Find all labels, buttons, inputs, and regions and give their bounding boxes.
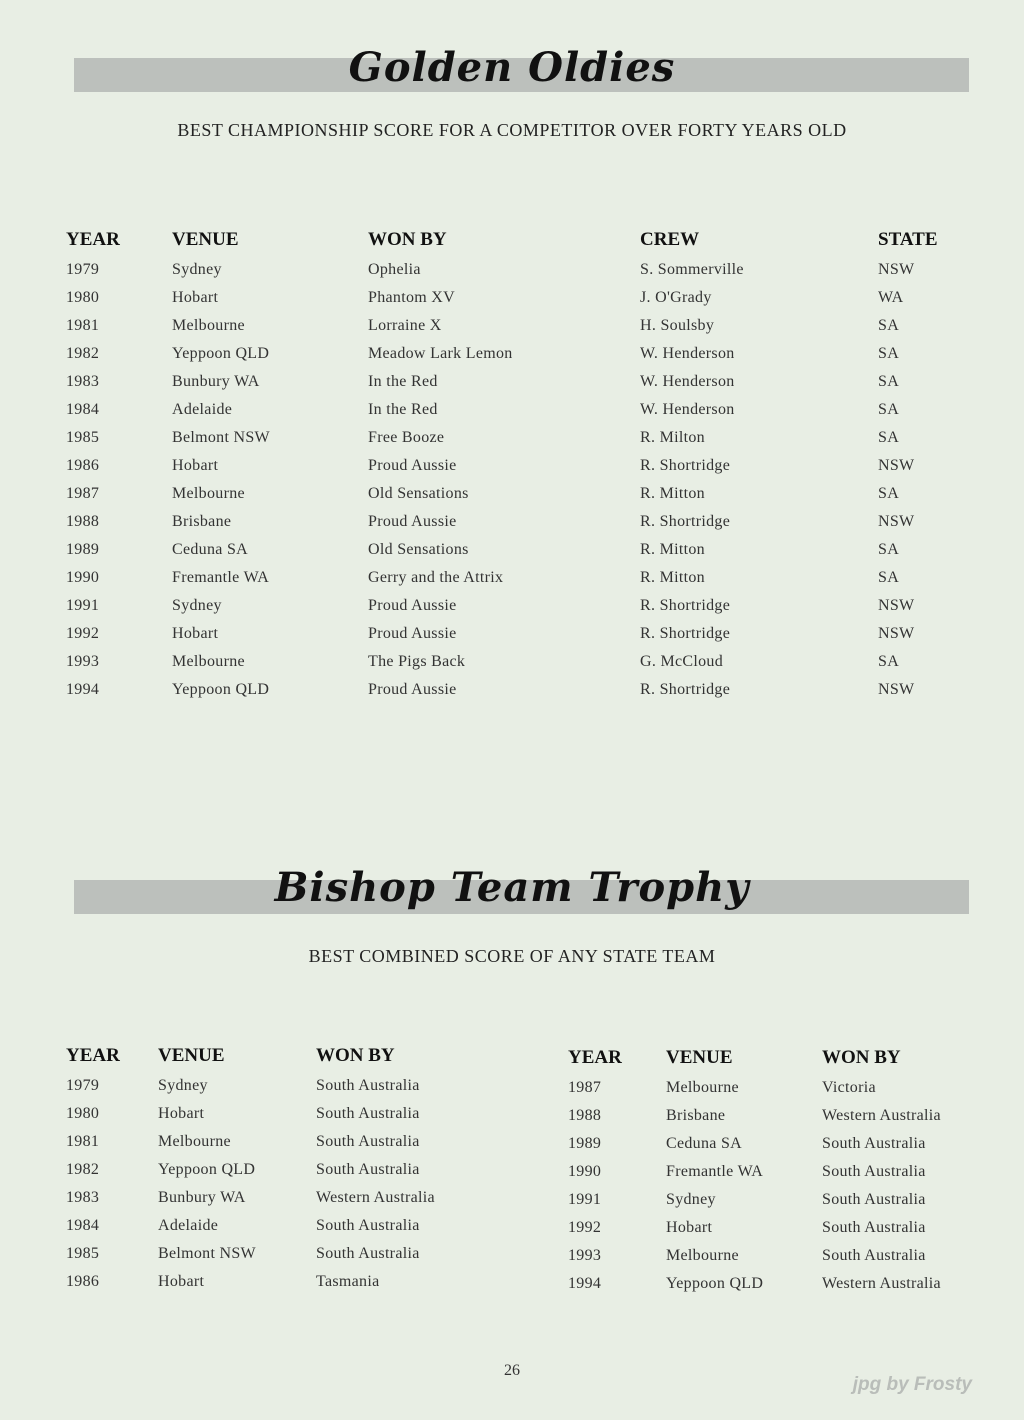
- table-row: [66, 1128, 496, 1156]
- golden-oldies-header-row: [66, 224, 946, 256]
- table-cell: NSW: [878, 261, 915, 278]
- table-cell: South Australia: [316, 1133, 420, 1150]
- table-cell: SA: [878, 317, 900, 334]
- bishop-trophy-subtitle: BEST COMBINED SCORE OF ANY STATE TEAM: [308, 946, 716, 966]
- header-won-by: WON BY: [822, 1047, 901, 1068]
- table-row: [66, 452, 946, 480]
- table-cell: Proud Aussie: [368, 625, 457, 642]
- table-cell: Melbourne: [172, 653, 245, 670]
- table-cell: SA: [878, 541, 900, 558]
- table-cell: 1983: [66, 373, 100, 390]
- table-cell: Sydney: [172, 261, 222, 278]
- header-year: YEAR: [66, 229, 120, 250]
- header-venue: VENUE: [666, 1047, 733, 1068]
- table-cell: W. Henderson: [640, 401, 735, 418]
- table-row: [66, 1156, 496, 1184]
- table-cell: Gerry and the Attrix: [368, 569, 504, 586]
- table-row: [66, 648, 946, 676]
- table-cell: SA: [878, 485, 900, 502]
- table-cell: Hobart: [666, 1219, 713, 1236]
- table-cell: In the Red: [368, 401, 438, 418]
- table-cell: South Australia: [316, 1077, 420, 1094]
- table-cell: South Australia: [822, 1219, 926, 1236]
- watermark: jpg by Frosty: [852, 1374, 972, 1395]
- table-row: [66, 1268, 496, 1296]
- table-cell: 1990: [66, 569, 100, 586]
- table-row: [66, 340, 946, 368]
- table-cell: Hobart: [172, 625, 219, 642]
- table-row: [66, 620, 946, 648]
- table-cell: 1981: [66, 1133, 100, 1150]
- page-number: 26: [504, 1362, 520, 1379]
- header-year: YEAR: [66, 1045, 120, 1066]
- table-cell: Tasmania: [316, 1273, 380, 1290]
- table-row: [66, 396, 946, 424]
- table-cell: 1979: [66, 1077, 100, 1094]
- table-cell: 1986: [66, 1273, 100, 1290]
- table-cell: 1993: [66, 653, 100, 670]
- table-cell: 1994: [568, 1275, 602, 1292]
- table-cell: Sydney: [158, 1077, 208, 1094]
- table-row: [66, 536, 946, 564]
- table-row: [568, 1214, 968, 1242]
- table-cell: 1982: [66, 1161, 100, 1178]
- table-row: [66, 480, 946, 508]
- table-cell: Ceduna SA: [666, 1135, 743, 1152]
- table-cell: 1988: [66, 513, 100, 530]
- table-cell: 1984: [66, 401, 100, 418]
- bishop-right-rows: [568, 1074, 968, 1298]
- table-row: [66, 564, 946, 592]
- table-cell: 1979: [66, 261, 100, 278]
- table-cell: South Australia: [316, 1245, 420, 1262]
- table-cell: Belmont NSW: [172, 429, 270, 446]
- table-row: [66, 312, 946, 340]
- table-cell: W. Henderson: [640, 373, 735, 390]
- table-cell: SA: [878, 429, 900, 446]
- table-cell: Adelaide: [158, 1217, 219, 1234]
- table-cell: Bunbury WA: [172, 373, 260, 390]
- table-row: [568, 1158, 968, 1186]
- header-won-by: WON BY: [368, 229, 447, 250]
- bishop-trophy-table-left: [66, 1040, 496, 1296]
- table-cell: Old Sensations: [368, 541, 469, 558]
- table-cell: 1984: [66, 1217, 100, 1234]
- table-cell: 1980: [66, 1105, 100, 1122]
- table-cell: Hobart: [158, 1105, 205, 1122]
- table-cell: South Australia: [822, 1135, 926, 1152]
- table-cell: 1985: [66, 1245, 100, 1262]
- header-venue: VENUE: [158, 1045, 225, 1066]
- table-cell: Melbourne: [158, 1133, 231, 1150]
- table-cell: Proud Aussie: [368, 681, 457, 698]
- table-cell: 1986: [66, 457, 100, 474]
- table-cell: Melbourne: [666, 1247, 739, 1264]
- table-cell: South Australia: [316, 1161, 420, 1178]
- table-cell: South Australia: [822, 1191, 926, 1208]
- table-cell: Western Australia: [822, 1275, 941, 1292]
- table-row: [66, 676, 946, 704]
- table-cell: R. Shortridge: [640, 625, 731, 642]
- table-cell: R. Mitton: [640, 541, 705, 558]
- header-crew: CREW: [640, 229, 700, 250]
- table-cell: Western Australia: [822, 1107, 941, 1124]
- table-row: [66, 1212, 496, 1240]
- table-cell: In the Red: [368, 373, 438, 390]
- table-row: [66, 368, 946, 396]
- table-row: [568, 1130, 968, 1158]
- table-cell: R. Shortridge: [640, 457, 731, 474]
- table-cell: R. Mitton: [640, 485, 705, 502]
- table-cell: The Pigs Back: [368, 653, 466, 670]
- table-row: [568, 1242, 968, 1270]
- table-cell: Sydney: [666, 1191, 716, 1208]
- table-row: [66, 284, 946, 312]
- table-cell: 1987: [66, 485, 100, 502]
- table-row: [66, 1100, 496, 1128]
- table-cell: Brisbane: [172, 513, 232, 530]
- table-cell: Melbourne: [666, 1079, 739, 1096]
- table-row: [66, 508, 946, 536]
- table-cell: G. McCloud: [640, 653, 723, 670]
- table-cell: Hobart: [172, 289, 219, 306]
- table-cell: Melbourne: [172, 485, 245, 502]
- bishop-left-rows: [66, 1072, 496, 1296]
- table-row: [568, 1074, 968, 1102]
- table-cell: 1993: [568, 1247, 602, 1264]
- table-cell: Old Sensations: [368, 485, 469, 502]
- golden-oldies-subtitle: BEST CHAMPIONSHIP SCORE FOR A COMPETITOR OVER FORTY YEARS OLD: [177, 120, 847, 140]
- table-cell: 1990: [568, 1163, 602, 1180]
- bishop-right-header-row: [568, 1042, 968, 1074]
- table-cell: J. O'Grady: [640, 289, 712, 306]
- table-row: [66, 592, 946, 620]
- table-cell: Ceduna SA: [172, 541, 249, 558]
- header-venue: VENUE: [172, 229, 239, 250]
- table-cell: 1994: [66, 681, 100, 698]
- table-cell: Phantom XV: [368, 289, 455, 306]
- table-cell: Victoria: [822, 1079, 876, 1096]
- table-cell: Brisbane: [666, 1107, 726, 1124]
- table-cell: Fremantle WA: [172, 569, 270, 586]
- table-cell: R. Mitton: [640, 569, 705, 586]
- table-row: [568, 1270, 968, 1298]
- table-cell: Sydney: [172, 597, 222, 614]
- table-row: [66, 256, 946, 284]
- table-cell: Bunbury WA: [158, 1189, 246, 1206]
- table-cell: SA: [878, 373, 900, 390]
- table-cell: South Australia: [822, 1247, 926, 1264]
- table-cell: WA: [878, 289, 904, 306]
- table-cell: Yeppoon QLD: [172, 345, 270, 362]
- table-cell: Fremantle WA: [666, 1163, 764, 1180]
- table-cell: H. Soulsby: [640, 317, 715, 334]
- table-cell: 1985: [66, 429, 100, 446]
- table-row: [66, 1072, 496, 1100]
- header-won-by: WON BY: [316, 1045, 395, 1066]
- table-cell: SA: [878, 653, 900, 670]
- table-cell: Hobart: [172, 457, 219, 474]
- table-cell: Proud Aussie: [368, 513, 457, 530]
- table-cell: Adelaide: [172, 401, 233, 418]
- table-cell: Free Booze: [368, 429, 445, 446]
- table-cell: NSW: [878, 457, 915, 474]
- table-cell: W. Henderson: [640, 345, 735, 362]
- table-cell: Lorraine X: [368, 317, 442, 334]
- table-cell: NSW: [878, 597, 915, 614]
- table-row: [568, 1186, 968, 1214]
- table-cell: Ophelia: [368, 261, 421, 278]
- table-cell: 1989: [568, 1135, 602, 1152]
- table-cell: SA: [878, 345, 900, 362]
- table-cell: S. Sommerville: [640, 261, 744, 278]
- table-cell: Proud Aussie: [368, 597, 457, 614]
- table-cell: Hobart: [158, 1273, 205, 1290]
- table-cell: Belmont NSW: [158, 1245, 256, 1262]
- header-year: YEAR: [568, 1047, 622, 1068]
- table-cell: South Australia: [822, 1163, 926, 1180]
- table-cell: R. Shortridge: [640, 681, 731, 698]
- table-cell: 1991: [568, 1191, 602, 1208]
- bishop-left-header-row: [66, 1040, 496, 1072]
- table-cell: South Australia: [316, 1217, 420, 1234]
- table-cell: SA: [878, 401, 900, 418]
- table-cell: 1992: [66, 625, 100, 642]
- table-cell: NSW: [878, 513, 915, 530]
- table-cell: 1991: [66, 597, 100, 614]
- table-row: [66, 1184, 496, 1212]
- table-cell: R. Shortridge: [640, 597, 731, 614]
- bishop-trophy-title: Bishop Team Trophy: [274, 864, 750, 911]
- table-cell: Yeppoon QLD: [666, 1275, 764, 1292]
- table-cell: Melbourne: [172, 317, 245, 334]
- table-cell: 1988: [568, 1107, 602, 1124]
- table-cell: NSW: [878, 681, 915, 698]
- table-cell: 1980: [66, 289, 100, 306]
- table-cell: 1983: [66, 1189, 100, 1206]
- table-cell: South Australia: [316, 1105, 420, 1122]
- golden-oldies-rows: [66, 256, 946, 704]
- bishop-trophy-table-right: [568, 1042, 968, 1298]
- table-cell: Yeppoon QLD: [172, 681, 270, 698]
- table-cell: R. Milton: [640, 429, 705, 446]
- table-cell: 1992: [568, 1219, 602, 1236]
- table-cell: Western Australia: [316, 1189, 435, 1206]
- table-cell: Proud Aussie: [368, 457, 457, 474]
- table-row: [66, 424, 946, 452]
- table-cell: Meadow Lark Lemon: [368, 345, 513, 362]
- table-cell: 1981: [66, 317, 100, 334]
- table-cell: R. Shortridge: [640, 513, 731, 530]
- golden-oldies-table: [66, 224, 946, 704]
- table-cell: 1987: [568, 1079, 602, 1096]
- table-cell: 1989: [66, 541, 100, 558]
- golden-oldies-title: Golden Oldies: [348, 44, 676, 91]
- table-cell: Yeppoon QLD: [158, 1161, 256, 1178]
- table-cell: NSW: [878, 625, 915, 642]
- table-row: [66, 1240, 496, 1268]
- header-state: STATE: [878, 229, 938, 250]
- table-cell: SA: [878, 569, 900, 586]
- table-cell: 1982: [66, 345, 100, 362]
- table-row: [568, 1102, 968, 1130]
